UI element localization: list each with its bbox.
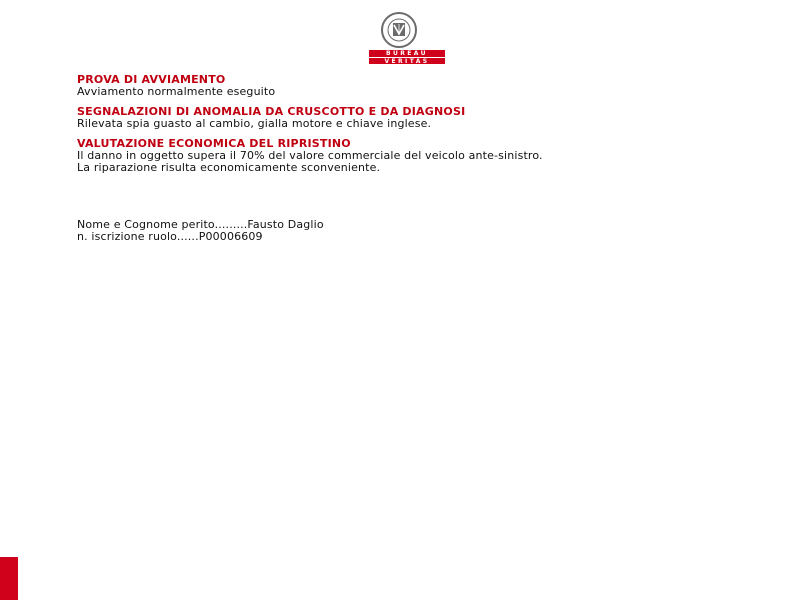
expert-registration: n. iscrizione ruolo......P00006609 bbox=[77, 229, 263, 243]
section-heading: SEGNALAZIONI DI ANOMALIA DA CRUSCOTTO E DA DIAGNOSI bbox=[77, 105, 466, 118]
logo-word-bureau: BUREAU bbox=[369, 50, 445, 57]
accent-bar bbox=[0, 557, 18, 600]
expert-name: Nome e Cognome perito.........Fausto Daglio bbox=[77, 218, 324, 231]
section-text: Il danno in oggetto supera il 70% del valore commerciale del veicolo ante-sinistro. bbox=[77, 149, 543, 162]
section-heading: PROVA DI AVVIAMENTO bbox=[77, 73, 226, 86]
signature-block bbox=[77, 219, 324, 242]
report-content bbox=[77, 73, 777, 181]
bureau-veritas-seal-icon bbox=[381, 12, 417, 48]
bureau-veritas-logo bbox=[369, 12, 445, 64]
section-valutazione-economica bbox=[77, 137, 777, 174]
section-heading: VALUTAZIONE ECONOMICA DEL RIPRISTINO bbox=[77, 137, 351, 150]
section-text: Avviamento normalmente eseguito bbox=[77, 85, 276, 98]
section-text: Rilevata spia guasto al cambio, gialla motore e chiave inglese. bbox=[77, 117, 432, 130]
section-prova-avviamento bbox=[77, 73, 777, 98]
section-segnalazioni-anomalia bbox=[77, 105, 777, 130]
logo-word-veritas: VERITAS bbox=[369, 57, 445, 64]
section-text: La riparazione risulta economicamente sconveniente. bbox=[77, 161, 381, 174]
